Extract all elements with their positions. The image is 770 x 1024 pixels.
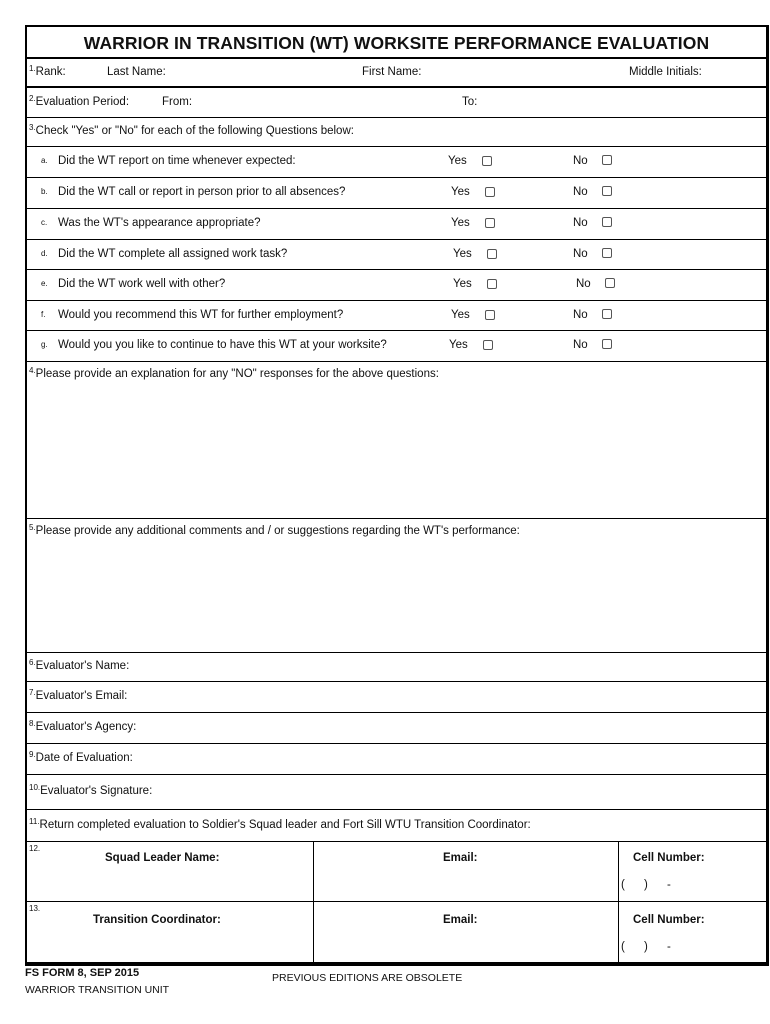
yes-label: Yes <box>449 339 468 351</box>
question-letter: e. <box>41 279 48 288</box>
yes-checkbox[interactable] <box>487 249 497 259</box>
no-label: No <box>573 339 588 351</box>
yes-label: Yes <box>451 309 470 321</box>
squad-leader-cell-label: Cell Number: <box>633 852 705 864</box>
question-row <box>27 147 766 178</box>
questions-instruction: $^{3.}$Check "Yes" or "No" for each of the following Questions below: <box>29 123 354 137</box>
last-name-label: Last Name: <box>107 66 166 78</box>
evaluation-date-row <box>27 744 766 775</box>
name-row <box>27 59 766 88</box>
unit-name: WARRIOR TRANSITION UNIT <box>25 984 170 996</box>
rank-label: $^{1.}$Rank: <box>29 64 66 78</box>
no-label: No <box>573 186 588 198</box>
yes-checkbox[interactable] <box>487 279 497 289</box>
no-checkbox[interactable] <box>602 217 612 227</box>
evaluation-period-row <box>27 88 766 118</box>
yes-label: Yes <box>451 217 470 229</box>
return-instruction: $^{11.}$Return completed evaluation to Soldier's Squad leader and Fort Sill WTU Transition Coordinator: <box>29 817 531 831</box>
yes-label: Yes <box>451 186 470 198</box>
no-label: No <box>576 278 591 290</box>
question-letter: b. <box>41 187 48 196</box>
squad-leader-email-label: Email: <box>443 852 478 864</box>
row-number: 12. <box>29 844 41 853</box>
squad-leader-name-label: Squad Leader Name: <box>105 852 220 864</box>
no-checkbox[interactable] <box>602 309 612 319</box>
squad-leader-row <box>27 842 766 902</box>
question-row <box>27 209 766 240</box>
evaluator-agency-label: $^{8.}$Evaluator's Agency: <box>29 719 137 733</box>
question-text: Did the WT complete all assigned work task? <box>58 248 288 260</box>
no-checkbox[interactable] <box>602 248 612 258</box>
yes-checkbox[interactable] <box>485 310 495 320</box>
no-label: No <box>573 155 588 167</box>
evaluator-email-row <box>27 682 766 713</box>
evaluator-signature-row <box>27 775 766 810</box>
evaluator-agency-row <box>27 713 766 744</box>
question-text: Was the WT's appearance appropriate? <box>58 217 261 229</box>
question-text: Would you recommend this WT for further employment? <box>58 309 344 321</box>
question-text: Did the WT report on time whenever expected: <box>58 155 296 167</box>
no-explanation-label: $^{4.}$Please provide an explanation for any "NO" responses for the above questions: <box>29 366 439 380</box>
question-text: Did the WT work well with other? <box>58 278 226 290</box>
no-checkbox[interactable] <box>602 339 612 349</box>
return-instruction-row <box>27 810 766 842</box>
yes-label: Yes <box>453 278 472 290</box>
form-number: FS FORM 8, SEP 2015 <box>25 967 140 979</box>
evaluation-period-label: $^{2.}$Evaluation Period: <box>29 94 130 108</box>
title-row <box>27 27 766 59</box>
evaluator-name-label: $^{6.}$Evaluator's Name: <box>29 658 130 672</box>
divider <box>313 842 314 901</box>
question-row <box>27 270 766 301</box>
obsolete-note: PREVIOUS EDITIONS ARE OBSOLETE <box>272 972 463 984</box>
yes-checkbox[interactable] <box>485 187 495 197</box>
evaluation-form <box>25 25 769 966</box>
evaluator-email-label: $^{7.}$Evaluator's Email: <box>29 688 128 702</box>
question-letter: g. <box>41 340 48 349</box>
squad-leader-phone-field[interactable]: ( ) - <box>621 879 671 891</box>
divider <box>313 902 314 962</box>
question-letter: c. <box>41 218 48 227</box>
yes-checkbox[interactable] <box>482 156 492 166</box>
question-row <box>27 240 766 270</box>
no-checkbox[interactable] <box>602 155 612 165</box>
no-checkbox[interactable] <box>605 278 615 288</box>
question-text: Would you you like to continue to have this WT at your worksite? <box>58 339 387 351</box>
form-title: WARRIOR IN TRANSITION (WT) WORKSITE PERFORMANCE EVALUATION <box>83 33 710 53</box>
transition-coordinator-row <box>27 902 766 962</box>
from-label: From: <box>162 96 193 108</box>
question-row <box>27 178 766 209</box>
transition-coordinator-cell-label: Cell Number: <box>633 914 705 926</box>
question-row <box>27 301 766 331</box>
comments-row <box>27 519 766 653</box>
evaluator-name-row <box>27 653 766 682</box>
middle-initials-label: Middle Initials: <box>629 66 702 78</box>
divider <box>618 902 619 962</box>
yes-label: Yes <box>448 155 467 167</box>
first-name-label: First Name: <box>362 66 422 78</box>
question-letter: f. <box>41 310 46 319</box>
transition-coordinator-email-label: Email: <box>443 914 478 926</box>
row-number: 13. <box>29 904 41 913</box>
yes-checkbox[interactable] <box>485 218 495 228</box>
divider <box>618 842 619 901</box>
transition-coordinator-label: Transition Coordinator: <box>93 914 221 926</box>
to-label: To: <box>462 96 478 108</box>
yes-label: Yes <box>453 248 472 260</box>
no-label: No <box>573 309 588 321</box>
question-row <box>27 331 766 362</box>
no-checkbox[interactable] <box>602 186 612 196</box>
no-explanation-row <box>27 362 766 519</box>
comments-label: $^{5.}$Please provide any additional comments and / or suggestions regarding the WT's performance: <box>29 523 520 537</box>
evaluation-date-label: $^{9.}$Date of Evaluation: <box>29 750 133 764</box>
question-letter: d. <box>41 249 48 258</box>
yes-checkbox[interactable] <box>483 340 493 350</box>
no-label: No <box>573 217 588 229</box>
evaluator-signature-label: $^{10.}$Evaluator's Signature: <box>29 783 153 797</box>
no-label: No <box>573 248 588 260</box>
transition-coordinator-phone-field[interactable]: ( ) - <box>621 941 671 953</box>
questions-instruction-row <box>27 118 766 147</box>
question-letter: a. <box>41 156 48 165</box>
question-text: Did the WT call or report in person prior to all absences? <box>58 186 346 198</box>
